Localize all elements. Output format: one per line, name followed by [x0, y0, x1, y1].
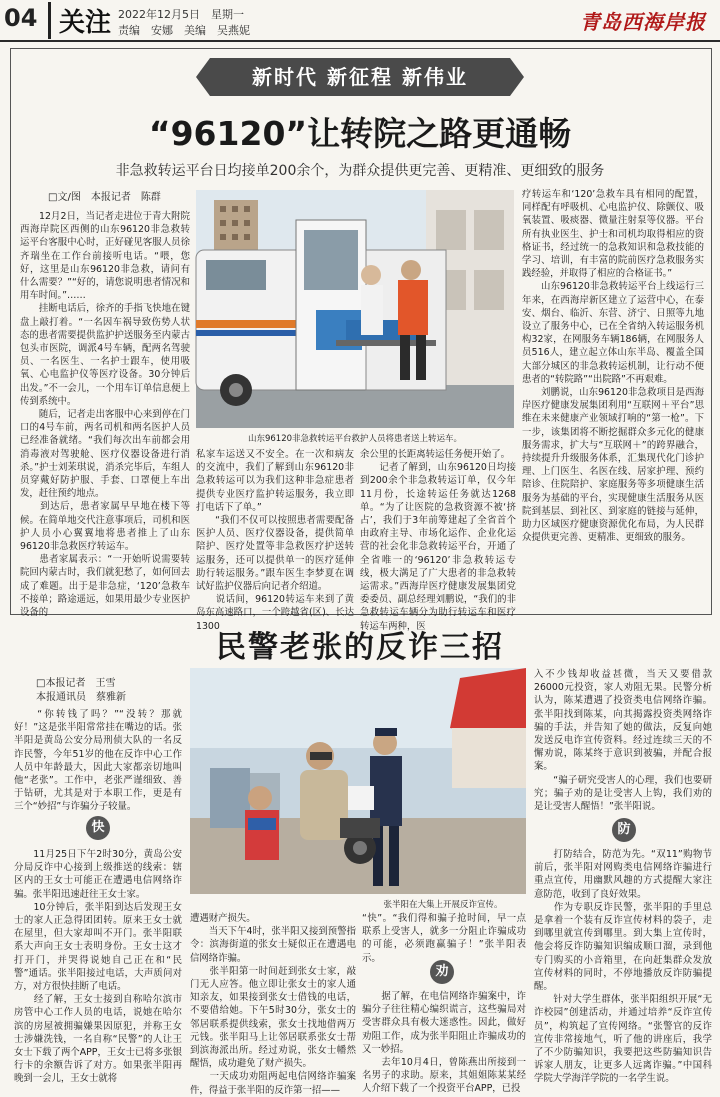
article1-column-4: 疗转运车和‘120’急救车具有相同的配置，同样配有呼吸机、心电监护仪、除颤仪、吸氧装置、吸痰器、微量注射泵等仪器。平台所有执业医生、护士和司机均取得相应的资格证书，经过统一的急救知识和急救技能的学习、培训，有丰富的院前医疗急救服务实践经验，并取得了相应的合格证书。” 山东96120非急救转运平台上线运行三年来，在西海岸新区建立了运营中心，在泰安、烟台、临沂、东营、济宁、日照等九地设立了服务中心，已在全省纳入转运服务机构32家，在网服务车辆186辆，在网服务人员516人，建立起立体山东半岛、覆盖全国大部分城区的非急救转运机制，让行动不便患者的“转院路”“出院路”不再艰难。 刘鹏说，山东96120非急救项目是西海岸医疗健康发展集团利用“互联网＋平台”思维在未来健康产业领域打响的“第一枪”。下一步，该集团将不断挖掘群众多元化的健康服务需求，扩大与“互联网＋”的跨界融合，持续提升升级服务体系，汇集现代化门诊护理、上门医生、名医在线、居家护理、预约陪诊、住院陪护、家庭服务等多项健康生活服务为基础的平台，实现健康生活服务从医院到基层、到社区、到家庭的链接与延伸，助力区域医疗健康资源优化布局，为人民群众提供更完善、更精准、更细致的服务。	[522, 189, 704, 544]
article1-subheadline: 非急救转运平台日均接单200余个，为群众提供更完善、更精准、更细致的服务	[115, 163, 605, 179]
article1-photo-ambulance	[196, 190, 514, 428]
section-name: 关注	[48, 2, 111, 39]
article1-column-1: 12月2日，当记者走进位于青大附院西海岸院区西侧的山东96120非急救转运平台客服中心时，正好碰见客服人员徐齐瑞坐在工作台前接听电话。“喂，您好，这里是山东96120非急救，请问有什么需要？”“好的，请您说明患者情况和用车时间。”…… 挂断电话后，徐齐的手指飞快地在键盘上敲打着。“一名因车祸导致伤势人状态的患者需要提供监护护送服务至内蒙古包头市医院，调派4号车辆，配两名驾驶员、一名医生、一名护士跟车，使用吸氧、心电监护仪等医疗设备。30分钟后出发。”不一会儿，一个用车订单信息便上传到系统中。 随后，记者走出客服中心来到停在门口的4号车前，两名司机和两名医护人员已经准备就绪。“我们每次出车前都会用消毒液对驾驶舱、医疗仪器设备进行消杀。”护士刘茉琪说，消杀完毕后，车组人员穿戴好防护服、手套、口罩便上车出发，赶往预约地点。 到达后，患者家属早早地在楼下等候。在简单地交代注意事项后，司机和医护人员小心翼翼地将患者推上了山东96120非急救医疗转运车。 患者家属表示：“一开始听说需要转院回内蒙古时，我们就犯愁了，如何回去成了难题。出于是非急症，‘120’急救车不接单；路途遥远，如果用最少专业医护设备的	[20, 211, 190, 619]
article2-intro: “你转钱了吗？”“没转？那就好！”这是张半阳常常挂在嘴边的话。张半阳是黄岛公安分局刑侦大队的一名反诈民警，今年51岁的他在反诈中心工作人员中年龄最大，因此大家都亲切地叫他“老张”。工作中，老张严谨细致、善于钻研，尤其是对于本职工作，更是有三个“妙招”与诈骗分子较量。	[14, 709, 182, 813]
article2-column-4-top: 入不少钱却收益甚微，当天又要借款26000元投资，家人劝阻无果。民警分析认为，陈某遭遇了投资类电信网络诈骗。张半阳找到陈某，向其揭露投资类网络诈骗的手法，并告知了她的做法，反复向她发送反电诈宣传资料。经过连续三天的不懈劝说，陈某终于意识到被骗，并配合报案。 “骗子研究受害人的心理，我们也要研究；骗子劝的是让受害人上钩，我们劝的是让受害人醒悟！”张半阳说。	[534, 669, 712, 813]
article1-byline: □文/图 本报记者 陈群	[48, 192, 161, 203]
article1-column-3: 余公里的长距离转运任务便开始了。 记者了解到，山东96120日均接到200余个非急救转运订单，仅今年11月份，长途转运任务就达1268单。“为了让医院的急救资源不被‘挤占’，我们于3年前筹建起了全省首个由政府主导、市场化运作、企业化运营的社会化非急救转运平台，开通了全省唯一的‘96120’非急救转运专线，极大满足了广大患者的非急救转运需求。”西海岸医疗健康发展集团党委委员、副总经理刘鹏说，“我们的非急救转运车辆分为助行转运车和医疗转运车两种，医	[360, 449, 516, 632]
article2-photo-officer	[190, 668, 526, 894]
article1-column-2: 私家车运送又不安全。在一次和病友的交流中，我们了解到山东96120非急救转运可以为我们这种非急症患者提供专业医疗监护转运服务，我立即打电话下了单。” “我们不仅可以按照患者需要配备医护人员、医疗仪器设备，提供简单陪护、医疗处置等非急救医疗护送转运服务，还可以提供单一的医疗延伸助行转运服务。”跟车医生李梦夏在调试好监护仪器后向记者介绍道。 说话间，96120转运车来到了黄岛东高速路口，一个跨越省(区)、长达1300	[196, 449, 354, 632]
theme-banner: 新时代 新征程 新伟业	[210, 58, 510, 96]
page-number: 04	[4, 4, 38, 32]
article2-column-3: 据了解，在电信网络诈骗案中，诈骗分子往往精心编织谎言，这些骗局对受害群众具有极大迷惑性。因此，做好劝阻工作，成为张半阳阻止诈骗成功的又一妙招。 去年10月4日，曾陈燕出所接到一名男子的求助。原来，其姐姐陈某某经人介绍下载了一个投资平台APP，已投	[362, 991, 526, 1095]
article2-byline-reporter: □本报记者 王雪	[36, 678, 116, 689]
article2-column-1: 11月25日下午2时30分，黄岛公安分局反诈中心接到上级推送的线索：辖区内的王女士可能正在遭遇电信网络诈骗。张半阳迅速赶往王女士家。 10分钟后，张半阳到达后发现王女士的家人正急得团团转。原来王女士就在屋里，但大家却叫不开门。张半阳联系大声向王女士表明身份。王女士这才打开门，并哭得说她自己正在和“民警”通话。张半阳接过电话，大声质问对方，对方很快挂断了电话。 经了解，王女士接到自称哈尔滨市房管中心工作人员的电话，说她在哈尔滨的房屋被拥骗嫌果因原犯，并称王女士涉嫌洗钱，一名自称“民警”的人让王女士下载了两个APP，王女士已将多张银行卡的余额告诉了对方。如果张半阳再晚到一会儿，王女士就将	[14, 849, 182, 1085]
article2-column-2: 遭遇财产损失。 当天下午4时，张半阳又接到预警指令：滨海街道的张女士疑似正在遭遇电信网络诈骗。 张半阳第一时间赶到张女士家，敲门无人应答。他立即让张女士的家人通知亲友，如果接到张女士借钱的电话，不要借给她。下午5时30分，张女士的邻居联系提供线索，张女士找地借两万元钱。张半阳马上让邻居联系张女士帮到滨海派出所。经过劝说，张女士幡然醒悟，成功避免了财产损失。 一天成功劝阻两起电信网络诈骗案件，得益于张半阳的反诈第一招——	[190, 913, 356, 1096]
article2-headline: 民警老张的反诈三招	[216, 630, 504, 665]
section-badge-persuade: 劝	[430, 960, 454, 984]
article1-headline: “96120”让转院之路更通畅	[148, 114, 572, 153]
article2-column-3-top: “快”。“我们得和骗子抢时间，早一点联系上受害人，就多一分阻止诈骗成功的可能，必须跑赢骗子！”张半阳表示。	[362, 913, 526, 964]
article2-photo-caption: 张半阳在大集上开展反诈宣传。	[383, 900, 503, 910]
date-line: 2022年12月5日 星期一	[118, 8, 244, 21]
section-badge-prevent: 防	[612, 818, 636, 842]
page-header	[0, 0, 720, 42]
article2-byline-correspondent: 本报通讯员 蔡雅新	[36, 692, 126, 703]
article1-photo-caption: 山东96120非急救转运平台救护人员将患者送上转运车。	[247, 434, 463, 444]
section-badge-fast: 快	[86, 816, 110, 840]
paper-logo: 青岛西海岸报	[580, 10, 706, 34]
staff-line: 责编 安娜 美编 吴燕妮	[118, 24, 250, 37]
article2-column-4: 打防结合，防范为先。“双11”购物节前后，张半阳对网购类电信网络诈骗进行重点宣传，用幽默风趣的方式提醒大家注意防范，收到了良好效果。 作为专职反诈民警，张半阳的手里总是拿着一个装有反诈宣传材料的袋子，走到哪里就宣传到哪里。到大集上宣传时，他会将反诈防骗知识编成顺口溜，录到他专门购买的小音箱里，在向赶集群众发放宣传材料的同时，不停地播放反诈防骗提醒。 针对大学生群体，张半阳组织开展“无诈校园”创建活动，并通过培养“反诈宣传员”，构筑起了宣传网络。“张警官的反诈宣传非常接地气，听了他的讲座后，我学了不少防骗知识，我要把这些防骗知识告诉家人朋友，让更多人远离诈骗。”中国科学院大学海洋学院的一名学生说。	[534, 849, 712, 1085]
